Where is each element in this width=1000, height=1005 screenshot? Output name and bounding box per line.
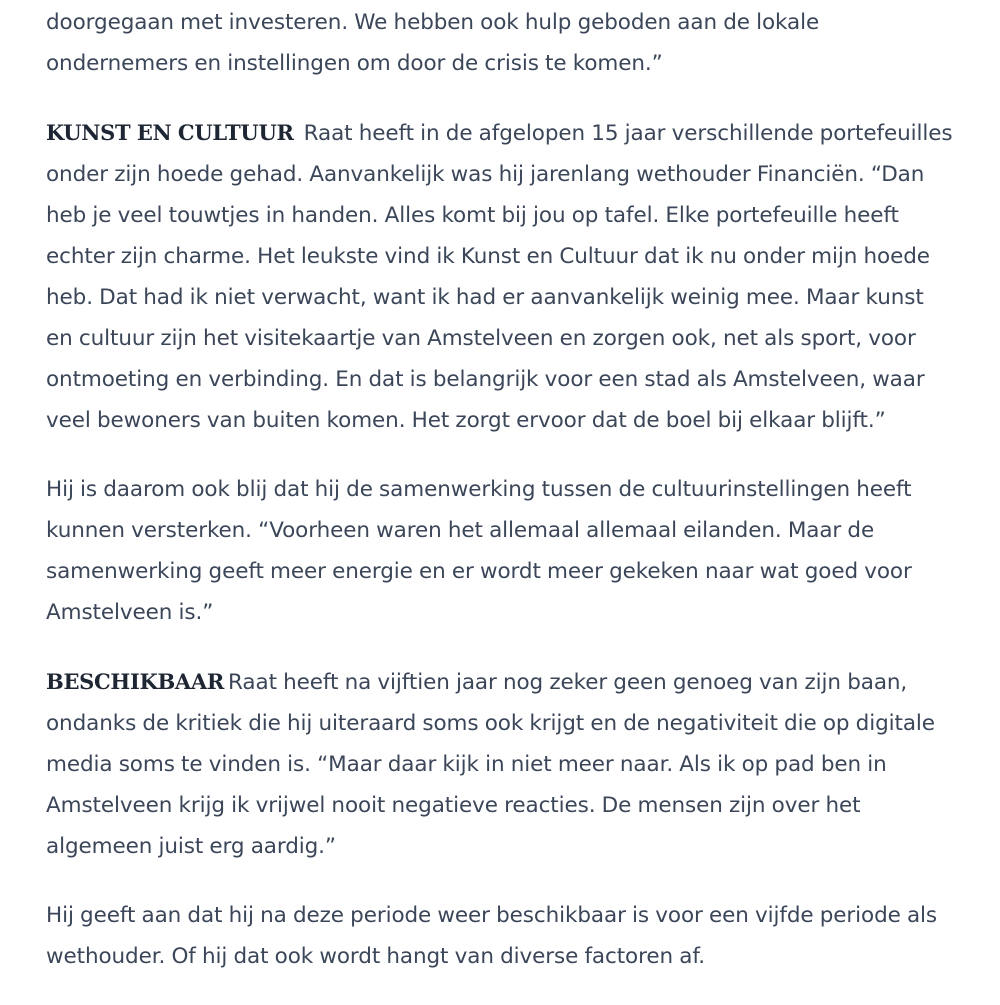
- paragraph-text: Hij is daarom ook blij dat hij de samenwerking tussen de cultuurinstellingen heeft kunnen versterken. “Voorheen waren het allemaal allemaal eilanden. Maar de samenwerking geeft meer energie en er wordt meer gekeken naar wat goed voor Amstelveen is.”: [46, 477, 912, 625]
- paragraph-text: Raat heeft na vijftien jaar nog zeker geen genoeg van zijn baan, ondanks de kritiek die hij uiteraard soms ook krijgt en de negativiteit die op digitale media soms te vinden is. “Maar daar kijk in niet meer naar. Als ik op pad ben in Amstelveen krijg ik vrijwel nooit negatieve reacties. De mensen zijn over het algemeen juist erg aardig.”: [46, 670, 935, 859]
- paragraph-text: doorgegaan met investeren. We hebben ook hulp geboden aan de lokale ondernemers en instellingen om door de crisis te komen.”: [46, 10, 820, 76]
- article-body: [46, 2, 956, 1005]
- article-paragraph: [46, 895, 956, 977]
- article-paragraph: [46, 661, 956, 867]
- paragraph-text: Raat heeft in de afgelopen 15 jaar verschillende portefeuilles onder zijn hoede gehad. Aanvankelijk was hij jarenlang wethouder Financiën. “Dan heb je veel touwtjes in handen. Alles komt bij jou op tafel. Elke portefeuille heeft echter zijn charme. Het leukste vind ik Kunst en Cultuur dat ik nu onder mijn hoede heb. Dat had ik niet verwacht, want ik had er aanvankelijk weinig mee. Maar kunst en cultuur zijn het visitekaartje van Amstelveen en zorgen ook, net als sport, voor ontmoeting en verbinding. En dat is belangrijk voor een stad als Amstelveen, waar veel bewoners van buiten komen. Het zorgt ervoor dat de boel bij elkaar blijft.”: [46, 121, 953, 433]
- article-paragraph: [46, 112, 956, 441]
- article-paragraph: [46, 2, 956, 84]
- article-paragraph: [46, 469, 956, 633]
- paragraph-text: Hij geeft aan dat hij na deze periode weer beschikbaar is voor een vijfde periode als wethouder. Of hij dat ook wordt hangt van diverse factoren af.: [46, 903, 938, 969]
- section-heading-beschikbaar: BESCHIKBAAR: [46, 669, 225, 694]
- section-heading-kunst-en-cultuur: KUNST EN CULTUUR: [46, 120, 294, 145]
